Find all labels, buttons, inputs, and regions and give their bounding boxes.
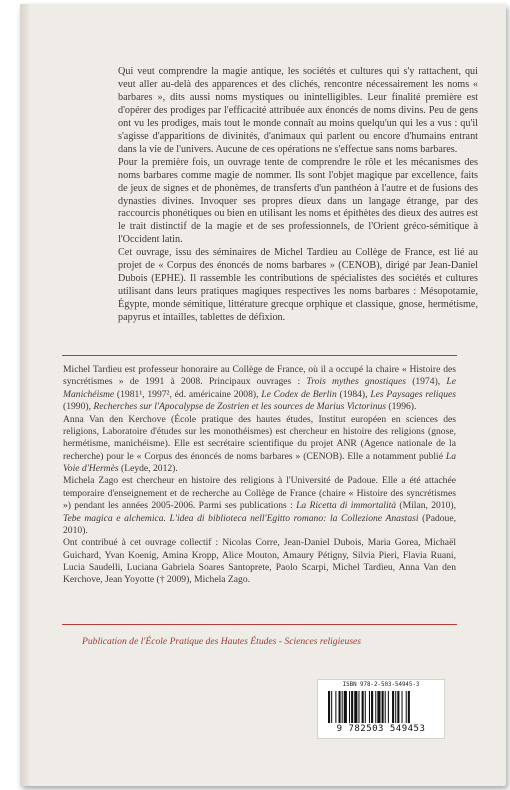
barcode-bar <box>369 691 370 723</box>
divider-bottom <box>62 624 457 625</box>
barcode-bar <box>395 691 396 723</box>
barcode-bar <box>344 691 347 723</box>
barcode-bars <box>328 691 436 723</box>
blurb-paragraph-1: Qui veut comprendre la magie antique, les sociétés et cultures qui s'y rattachent, qui veut aller au-delà des apparences et des clichés, rencontre nécessairement les noms « barbares », dits aussi noms mystiques ou inintelligibles. Leur finalité première est d'opérer des prodiges par l'efficacité attribuée aux énoncés de noms divins. Peu de gens ont vu les prodiges, mais tout le monde connaît au moins quelqu'un qui les a vus : qu'il s'agisse d'apparitions de divinités, d'animaux qui parlent ou encore d'humains entrant dans la vie de l'univers. Aucune de ces opérations ne s'effectue sans noms barbares. <box>118 66 478 155</box>
divider-top <box>62 355 457 356</box>
barcode-bar <box>342 691 343 723</box>
barcode-bar <box>402 691 403 723</box>
barcode-bar <box>385 691 386 723</box>
barcode-bar <box>408 691 410 723</box>
barcode-bar <box>375 691 376 723</box>
barcode-bar <box>335 691 336 723</box>
barcode-bar <box>371 691 373 723</box>
barcode-bar <box>354 691 357 723</box>
blurb-text <box>118 66 478 325</box>
barcode-label <box>317 679 445 739</box>
bio-zago: Michela Zago est chercheur en histoire des religions à l'Université de Padoue. Elle a été attachée temporaire d'enseignement et de recherche au Collège de France (chaire « Histoire des syncrétismes ») pendant les années 2005-2006. Parmi ses publications : La Ricetta di immortalità (Milan, 2010), Tebe magica e alchemica. L'idea di biblioteca nell'Egitto romano: la Collezione Anastasi (Padoue, 2010). <box>63 475 457 536</box>
barcode-bar <box>351 691 353 723</box>
blurb-paragraph-3: Cet ouvrage, issu des séminaires de Michel Tardieu au Collège de France, est lié au projet de « Corpus des énoncés de noms barbares » (CENOB), dirigé par Jean-Daniel Dubois (EPHE). Il rassemble les contributions de spécialistes des sociétés et cultures utilisant dans leurs pratiques magiques respectives les noms barbares : Mésopotamie, Égypte, monde sémitique, littérature grecque orphique et classique, gnose, hermétisme, papyrus et intailles, tablettes de défixion. <box>118 247 478 324</box>
barcode-bar <box>349 691 350 723</box>
book-spine-edge <box>20 4 30 786</box>
barcode-bar <box>406 691 407 723</box>
barcode-bar <box>328 691 330 723</box>
ean-digits: 9 782503 549453 <box>336 724 426 734</box>
barcode-bar <box>365 691 366 723</box>
blurb-paragraph-2: Pour la première fois, un ouvrage tente de comprendre le rôle et les mécanismes des noms barbares comme magie de nommer. Ils sont l'objet magique par excellence, faits de jeux de signes et de phonèmes, de transferts d'un panthéon à l'autre et de fusions des dynasties divines. Invoquer ses propres dieux dans un langage étrange, par des raccourcis phonétiques ou bien en utilisant les noms et épithètes des dieux des autres est le trait distinctif de la magie et de ses professionnels, de l'Orient gréco-sémitique à l'Occident latin. <box>118 156 478 246</box>
contributors-list: Ont contribué à cet ouvrage collectif : Nicolas Corre, Jean-Daniel Dubois, Maria Gorea, Michaël Guichard, Yvan Koenig, Amina Kropp, Alice Mouton, Amaury Pétigny, Silvia Pieri, Flavia Ruani, Lucia Saudelli, Luciana Gabriela Soares Santoprete, Paolo Scarpi, Michel Tardieu, Anna Van den Kerchove, Jean Yoyotte († 2009), Michela Zago. <box>63 537 456 586</box>
barcode-bar <box>331 691 332 723</box>
barcode-bar <box>362 691 364 723</box>
barcode-bar <box>388 691 389 723</box>
barcode-bar <box>397 691 399 723</box>
isbn-number: ISBN 978-2-503-54945-3 <box>342 682 420 688</box>
bio-kerchove: Anna Van den Kerchove (École pratique des hautes études, Institut européen en sciences des religions, Laboratoire d'études sur les monothéismes) est chercheur en histoire des religions (gnose, hermétisme, manichéisme). Elle est secrétaire scientifique du projet ANR (Agence nationale de la recherche) pour le « Corpus des énoncés de noms barbares » (CENOB). Elle a notamment publié La Voie d'Hermès (Leyde, 2012). <box>63 413 456 474</box>
barcode-bar <box>377 691 380 723</box>
barcode-bar <box>358 691 359 723</box>
barcode-bar <box>392 691 394 723</box>
bio-tardieu: Michel Tardieu est professeur honoraire au Collège de France, où il a occupé la chaire « Histoire des syncrétismes » de 1991 à 2008. Principaux ouvrages : Trois mythes gnostiques (1974), Le Manichéisme (1981¹, 1997², éd. américaine 2008), Le Codex de Berlin (1984), Les Paysages reliques (1990), Recherches sur l'Apocalypse de Zostrien et les sources de Marius Victorinus (1996). <box>63 364 456 413</box>
barcode-bar <box>382 691 384 723</box>
author-biographies <box>63 364 456 587</box>
publisher-series: Publication de l'École Pratique des Hautes Études - Sciences religieuses <box>82 636 362 647</box>
barcode-bar <box>339 691 341 723</box>
